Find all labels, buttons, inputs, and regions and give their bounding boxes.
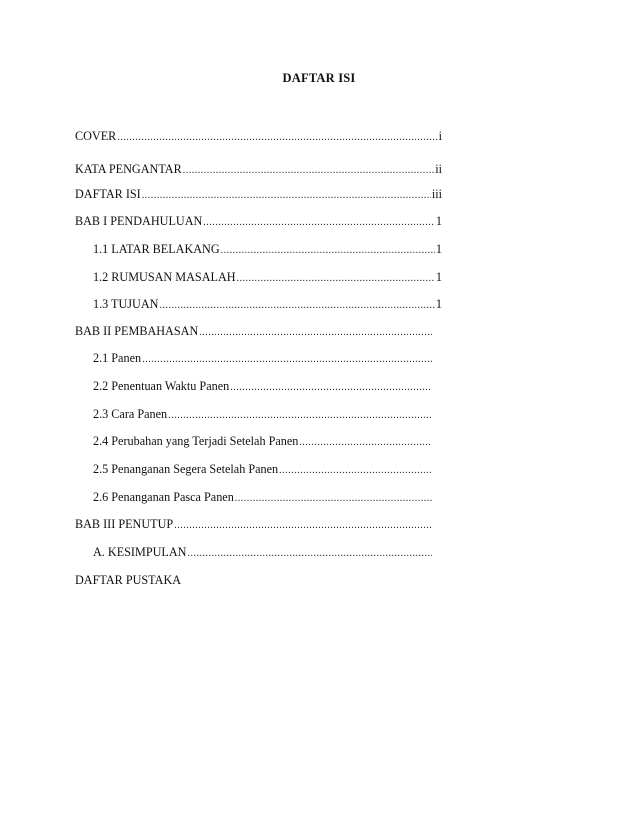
toc-entry-2-6 [93,488,437,506]
leader-dots [142,351,432,369]
leader-dots [168,407,432,425]
toc-entry-page: 1 [435,297,442,311]
toc-entry-bab-3 [75,515,437,533]
toc-entry-2-5 [93,460,437,478]
toc-entry-label: 2.5 Penanganan Segera Setelah Panen [93,462,279,476]
leader-dots [183,162,434,180]
toc-entry-label: BAB II PEMBAHASAN [75,324,199,338]
toc-entry-label: KATA PENGANTAR [75,162,182,176]
leader-dots [203,214,435,232]
toc-entry-2-2 [93,377,437,395]
page-title: DAFTAR ISI [282,71,356,85]
toc-entry-label: 2.4 Perubahan yang Terjadi Setelah Panen [93,434,299,448]
leader-dots [237,270,435,288]
toc-entry-2-3 [93,405,437,423]
toc-entry-bab-1 [75,212,442,230]
toc-entry-2-1 [93,349,437,367]
toc-entry-page: 1 [435,214,442,228]
toc-entry-label: BAB III PENUTUP [75,517,174,531]
toc-entry-daftar-pustaka [75,571,437,589]
leader-dots [230,379,432,397]
leader-dots [199,324,432,342]
toc-entry-cover [75,127,442,145]
toc-entry-kata-pengantar [75,160,442,178]
toc-entry-1-3 [93,295,442,313]
toc-entry-label: COVER [75,129,117,143]
toc-entry-page: 1 [435,242,442,256]
toc-entry-kesimpulan [93,543,437,561]
toc-entry-label: 2.3 Cara Panen [93,407,168,421]
toc-entry-label: 1.2 RUMUSAN MASALAH [93,270,236,284]
toc-entry-1-2 [93,268,442,286]
toc-entry-label: 2.2 Penentuan Waktu Panen [93,379,230,393]
leader-dots [235,490,432,508]
toc-entry-label: DAFTAR ISI [75,187,141,201]
toc-entry-label: 2.1 Panen [93,351,142,365]
leader-dots [159,297,434,315]
toc-entry-label: 1.3 TUJUAN [93,297,159,311]
toc-entry-2-4 [93,432,437,450]
toc-entry-page: ii [435,162,442,176]
leader-dots [117,129,437,147]
toc-entry-label: BAB I PENDAHULUAN [75,214,203,228]
toc-entry-label: 2.6 Penanganan Pasca Panen [93,490,234,504]
leader-dots [187,545,432,563]
toc-entry-bab-2 [75,322,437,340]
toc-entry-daftar-isi [75,185,442,203]
toc-entry-label: 1.1 LATAR BELAKANG [93,242,220,256]
leader-dots [221,242,435,260]
toc-entry-page: i [438,129,442,143]
toc-entry-page: 1 [435,270,442,284]
leader-dots [142,187,431,205]
leader-dots [279,462,432,480]
leader-dots [299,434,432,452]
toc-entry-label: A. KESIMPULAN [93,545,187,559]
toc-entry-label: DAFTAR PUSTAKA [75,573,182,587]
toc-entry-page: iii [431,187,442,201]
toc-entry-1-1 [93,240,442,258]
leader-dots [174,517,432,535]
